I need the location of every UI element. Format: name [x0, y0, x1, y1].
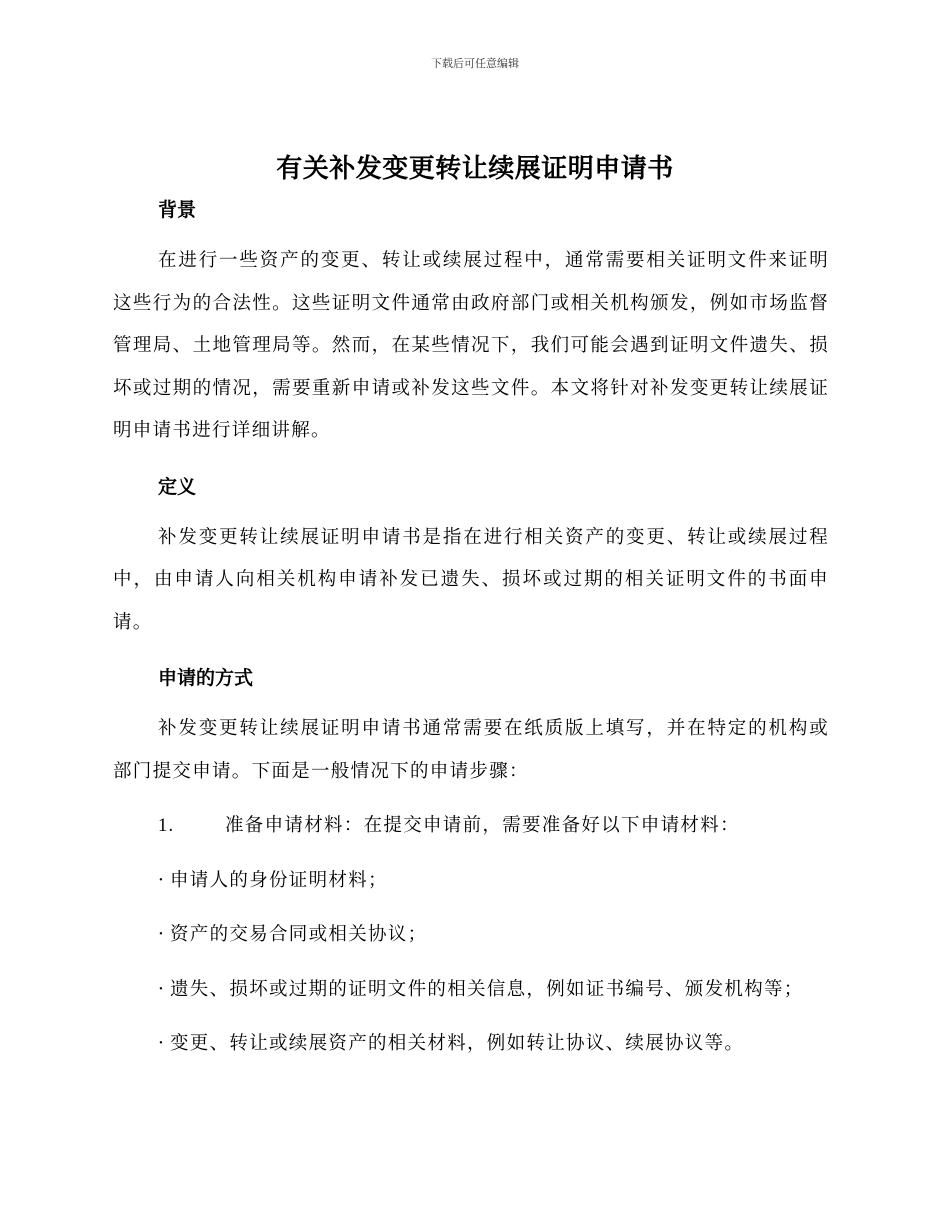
list-item-text: 申请人的身份证明材料； [170, 869, 388, 891]
bullet-dot: · [158, 924, 166, 945]
paragraph-definition: 补发变更转让续展证明申请书是指在进行相关资产的变更、转让或续展过程中，由申请人向相关机构申请补发已遗失、损坏或过期的相关证明文件的书面申请。 [113, 526, 829, 633]
step-number: 1. [158, 816, 175, 836]
document-title: 有关补发变更转让续展证明申请书 [276, 154, 674, 184]
paragraph-background: 在进行一些资产的变更、转让或续展过程中，通常需要相关证明文件来证明这些行为的合法性。这些证明文件通常由政府部门或相关机构颁发，例如市场监督管理局、土地管理局等。然而，在某些情况下，我们可能会遇到证明文件遗失、损坏或过期的情况，需要重新申请或补发这些文件。本文将针对补发变更转让续展证明申请书进行详细讲解。 [113, 250, 829, 441]
list-item [113, 1023, 829, 1066]
section-heading-definition: 定义 [158, 475, 197, 498]
bullet-dot: · [158, 1033, 166, 1054]
document-body [113, 192, 829, 1066]
step-text: 准备申请材料：在提交申请前，需要准备好以下申请材料： [225, 815, 740, 836]
paragraph-method: 补发变更转让续展证明申请书通常需要在纸质版上填写，并在特定的机构或部门提交申请。下面是一般情况下的申请步骤： [113, 718, 829, 782]
section-heading-background: 背景 [158, 199, 197, 221]
numbered-step-1 [113, 805, 829, 848]
bullet-dot: · [158, 978, 166, 1000]
section-heading-method: 申请的方式 [158, 667, 254, 689]
header-note: 下载后可任意编辑 [431, 57, 519, 70]
list-item-text: 变更、转让或续展资产的相关材料，例如转让协议、续展协议等。 [170, 1033, 745, 1054]
list-item [113, 860, 829, 903]
list-item-text: 遗失、损坏或过期的证明文件的相关信息，例如证书编号、颁发机构等； [170, 978, 804, 1000]
list-item [113, 914, 829, 957]
bullet-dot: · [158, 869, 166, 891]
list-item-text: 资产的交易合同或相关协议； [170, 924, 428, 945]
list-item [113, 969, 829, 1012]
